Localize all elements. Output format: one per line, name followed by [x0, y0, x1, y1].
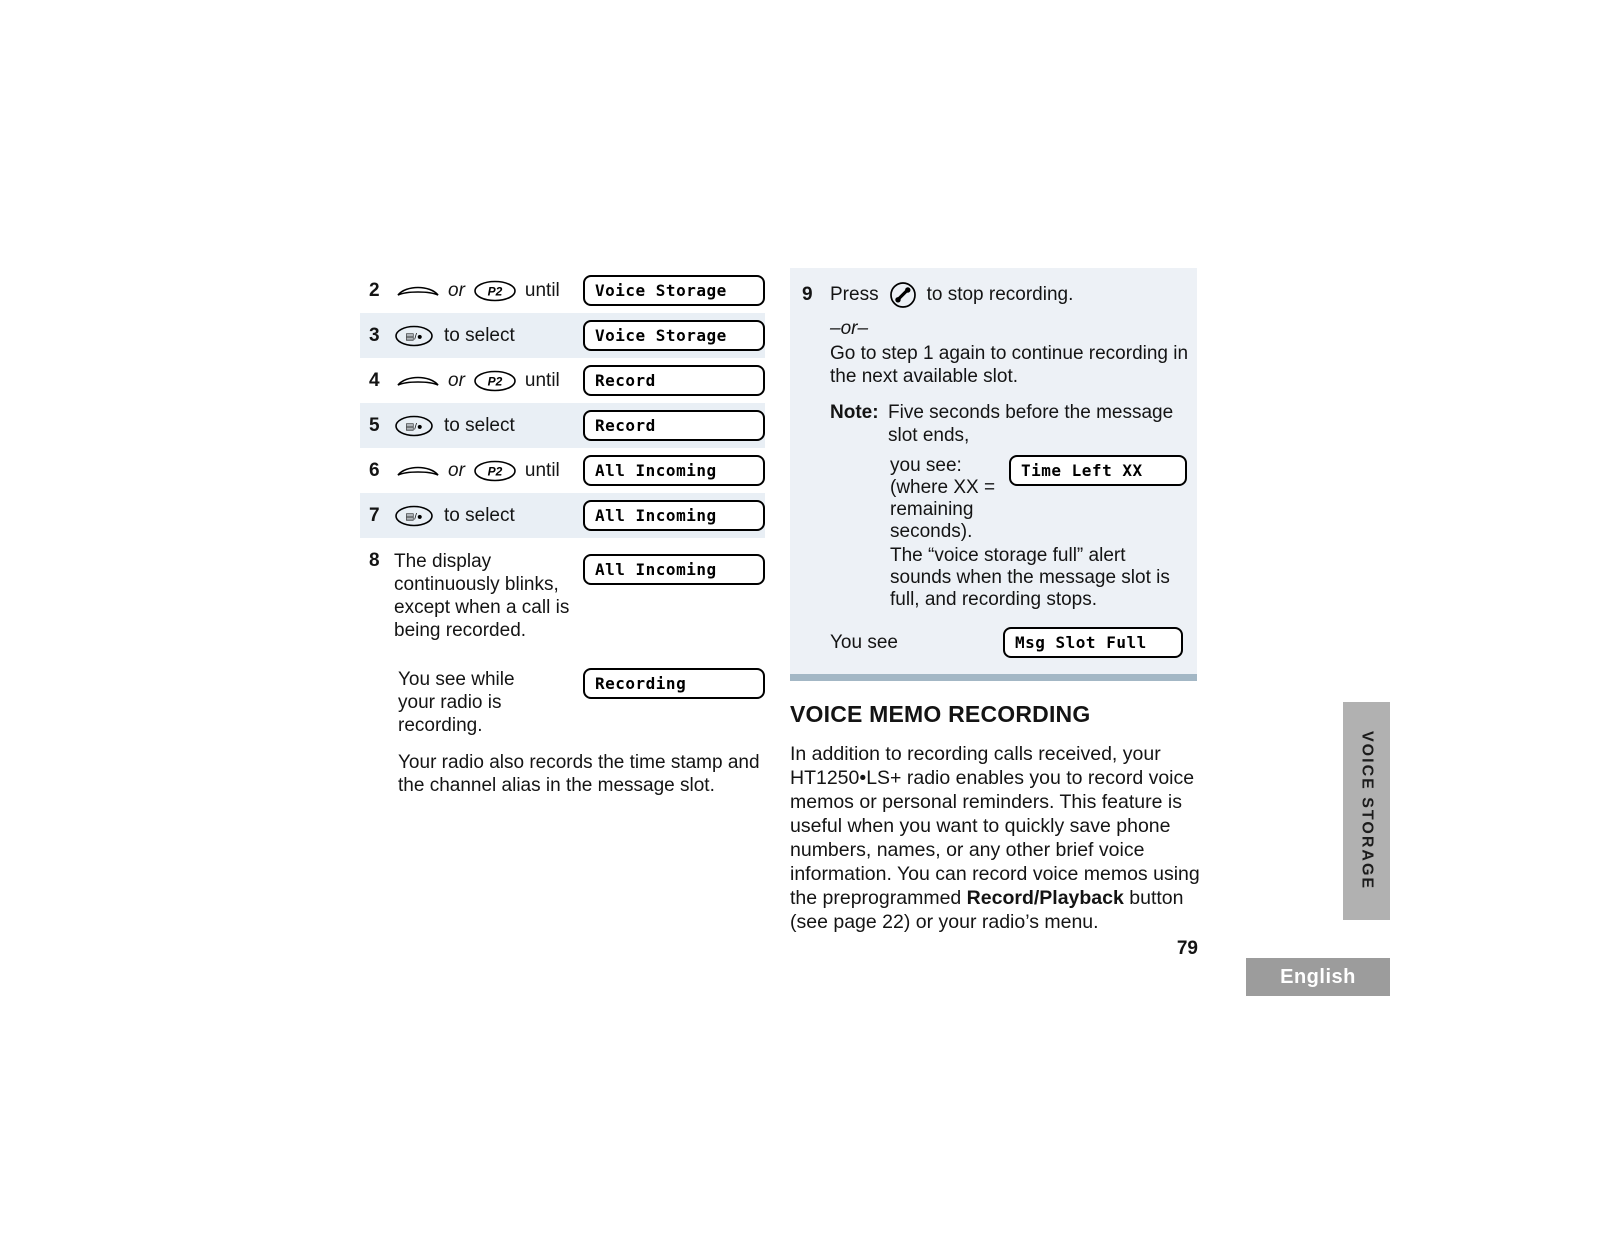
scroll-rocker-icon: [396, 283, 440, 299]
storage-full-alert-text: The “voice storage full” alert sounds when the message slot is full, and recording stops.: [890, 545, 1170, 610]
svg-text:P2: P2: [487, 464, 503, 478]
you-see-text: You see while your radio is recording.: [398, 669, 515, 736]
note-block: [830, 401, 1187, 447]
press-label: Press: [830, 284, 879, 305]
scroll-rocker-icon: [396, 463, 440, 479]
you-see-label: You see: [830, 631, 898, 653]
or-label: or: [448, 459, 465, 481]
section-title: VOICE MEMO RECORDING: [790, 701, 1091, 727]
step-number: 9: [802, 284, 813, 305]
step-number: 5: [369, 414, 380, 436]
to-select-label: to select: [444, 414, 515, 436]
note-text: Five seconds before the message slot ends,: [888, 402, 1174, 446]
step-number: 4: [369, 369, 380, 391]
goto-step1-text: Go to step 1 again to continue recording in the next available slot.: [830, 343, 1189, 387]
chapter-tab-voice-storage: [1343, 702, 1390, 920]
step-row-8: [360, 550, 765, 642]
radio-display: All Incoming: [583, 554, 765, 585]
radio-display: All Incoming: [583, 500, 765, 531]
language-label: English: [1280, 965, 1356, 988]
timestamp-footnote: Your radio also records the time stamp and the channel alias in the message slot.: [398, 752, 760, 796]
until-label: until: [524, 279, 560, 301]
step-row-6: [360, 448, 765, 493]
svg-text:▤/●: ▤/●: [405, 331, 423, 342]
svg-text:▤/●: ▤/●: [405, 511, 423, 522]
step-number: 6: [369, 459, 380, 481]
radio-display: Time Left XX: [1009, 455, 1187, 486]
step-row-2: [360, 268, 765, 313]
radio-display: All Incoming: [583, 455, 765, 486]
p2-button-icon: [473, 370, 517, 392]
radio-display: Msg Slot Full: [1003, 627, 1183, 658]
menu-select-button-icon: [394, 415, 434, 437]
radio-display: Record: [583, 365, 765, 396]
menu-select-button-icon: [394, 325, 434, 347]
note-label: Note:: [830, 402, 879, 423]
stop-button-icon: [888, 280, 918, 310]
msg-slot-full-block: [830, 627, 1187, 658]
radio-display: Voice Storage: [583, 320, 765, 351]
step-row-5: [360, 403, 765, 448]
step-number: 2: [369, 279, 380, 301]
radio-display: Record: [583, 410, 765, 441]
step-row-7: [360, 493, 765, 538]
section-divider: [790, 674, 1197, 681]
p2-button-icon: [473, 460, 517, 482]
step-row-3: [360, 313, 765, 358]
page-number: 79: [1176, 938, 1198, 959]
to-select-label: to select: [444, 504, 515, 526]
svg-text:▤/●: ▤/●: [405, 421, 423, 432]
recording-note: [360, 668, 765, 737]
body-text: button (see page 22) or your radio’s menu.: [790, 887, 1184, 933]
svg-text:P2: P2: [487, 374, 503, 388]
menu-select-button-icon: [394, 505, 434, 527]
or-label: or: [448, 279, 465, 301]
radio-display: Recording: [583, 668, 765, 699]
until-label: until: [524, 459, 560, 481]
time-left-block: [890, 455, 1187, 543]
svg-text:P2: P2: [487, 284, 503, 298]
step-number: 3: [369, 324, 380, 346]
body-text: In addition to recording calls received, your HT1250•LS+ radio enables you to record voice memos or personal reminders. This feature is useful when you want to quickly save phone numbers, names, or any other brief voice information. You can record voice memos using the preprogrammed: [790, 743, 1200, 909]
record-playback-bold: Record/Playback: [966, 887, 1124, 909]
step9-panel: [790, 268, 1197, 674]
chapter-tab-label: VOICE STORAGE: [1358, 731, 1376, 891]
you-see-text: you see: (where XX = remaining seconds).: [890, 455, 996, 542]
radio-display: Voice Storage: [583, 275, 765, 306]
step-number: 7: [369, 504, 380, 526]
procedure-steps: [360, 268, 765, 797]
scroll-rocker-icon: [396, 373, 440, 389]
until-label: until: [524, 369, 560, 391]
to-select-label: to select: [444, 324, 515, 346]
stop-recording-label: to stop recording.: [926, 284, 1074, 305]
p2-button-icon: [473, 280, 517, 302]
step-row-9: [802, 280, 1187, 310]
step-row-4: [360, 358, 765, 403]
section-body: [790, 742, 1202, 934]
right-column: [790, 268, 1200, 934]
or-label: or: [448, 369, 465, 391]
language-tab: [1246, 958, 1390, 996]
step-number: 8: [369, 550, 380, 571]
or-separator: –or–: [830, 318, 869, 339]
step-text: The display continuously blinks, except when a call is being recorded.: [394, 551, 570, 641]
